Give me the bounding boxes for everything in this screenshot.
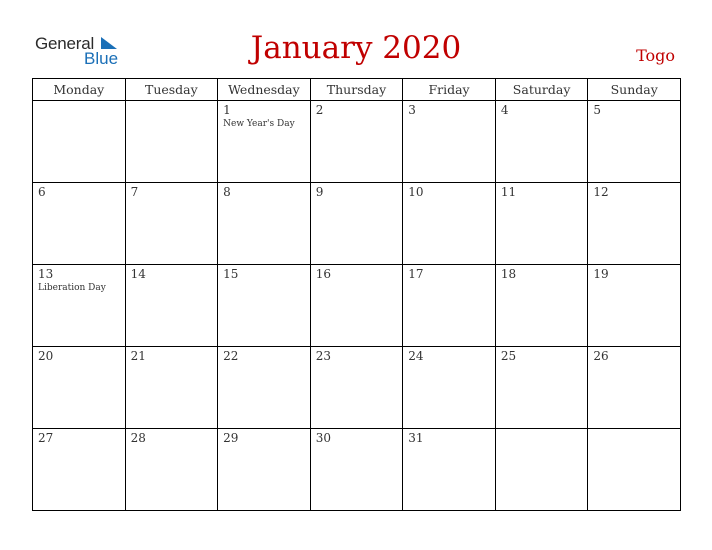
day-number: 29 [223,431,239,445]
day-cell [33,265,126,347]
day-number: 20 [38,349,54,363]
holiday-label: Liberation Day [38,283,106,293]
day-number: 16 [315,267,331,281]
day-cell [310,183,403,265]
day-number: 2 [315,103,324,117]
week-row [33,101,681,183]
day-cell [495,429,588,511]
weekday-header-row [33,79,681,101]
day-cell [218,265,311,347]
day-number: 25 [500,349,517,363]
day-number: 8 [223,185,231,199]
day-cell [125,265,218,347]
day-number: 24 [408,349,424,363]
day-number: 31 [408,431,424,445]
day-number: 4 [500,103,509,117]
day-cell [310,429,403,511]
week-row [33,183,681,265]
day-cell [218,183,311,265]
day-cell [125,101,218,183]
weekday-header: Friday [403,79,496,101]
day-number: 17 [408,267,424,281]
day-number: 30 [315,431,331,445]
day-number: 19 [593,267,609,281]
day-cell [125,183,218,265]
week-row [33,347,681,429]
day-number: 18 [500,267,517,281]
weekday-header: Wednesday [218,79,311,101]
day-number: 13 [38,267,54,281]
day-cell [310,101,403,183]
day-cell [495,101,588,183]
day-cell [588,183,681,265]
day-number: 10 [408,185,424,199]
day-number: 9 [315,185,324,199]
day-number: 3 [408,103,416,117]
day-cell [403,265,496,347]
day-number: 28 [130,431,146,445]
day-number: 12 [593,185,609,199]
day-cell [495,183,588,265]
day-number: 6 [38,185,46,199]
weekday-header: Sunday [588,79,681,101]
day-cell [588,101,681,183]
day-number: 1 [223,103,231,117]
day-number: 11 [500,185,517,199]
day-cell [310,265,403,347]
weekday-header: Tuesday [125,79,218,101]
day-cell [588,265,681,347]
day-cell [33,101,126,183]
day-number: 7 [130,185,139,199]
country-label: Togo [636,46,675,65]
day-number: 15 [223,267,239,281]
day-cell [33,347,126,429]
day-cell [403,183,496,265]
day-cell [218,347,311,429]
calendar-grid [32,78,681,511]
day-cell [33,429,126,511]
day-cell [588,429,681,511]
day-cell [125,429,218,511]
day-cell [33,183,126,265]
day-cell [125,347,218,429]
day-cell [218,101,311,183]
weekday-header: Thursday [310,79,403,101]
day-cell [403,347,496,429]
week-row [33,265,681,347]
day-number: 5 [593,103,602,117]
day-number: 23 [315,349,331,363]
day-number: 22 [223,349,239,363]
day-cell [218,429,311,511]
logo-text-blue: Blue [84,49,119,68]
day-cell [588,347,681,429]
day-cell [403,101,496,183]
day-number: 27 [38,431,54,445]
calendar-title: January 2020 [250,30,462,66]
day-cell [495,347,588,429]
day-cell [403,429,496,511]
week-row [33,429,681,511]
logo-text-general: General [35,34,95,53]
day-number: 26 [593,349,609,363]
weekday-header: Monday [33,79,126,101]
holiday-label: New Year's Day [223,119,295,129]
day-cell [495,265,588,347]
day-number: 21 [130,349,146,363]
weekday-header: Saturday [495,79,588,101]
day-number: 14 [130,267,146,281]
day-cell [310,347,403,429]
